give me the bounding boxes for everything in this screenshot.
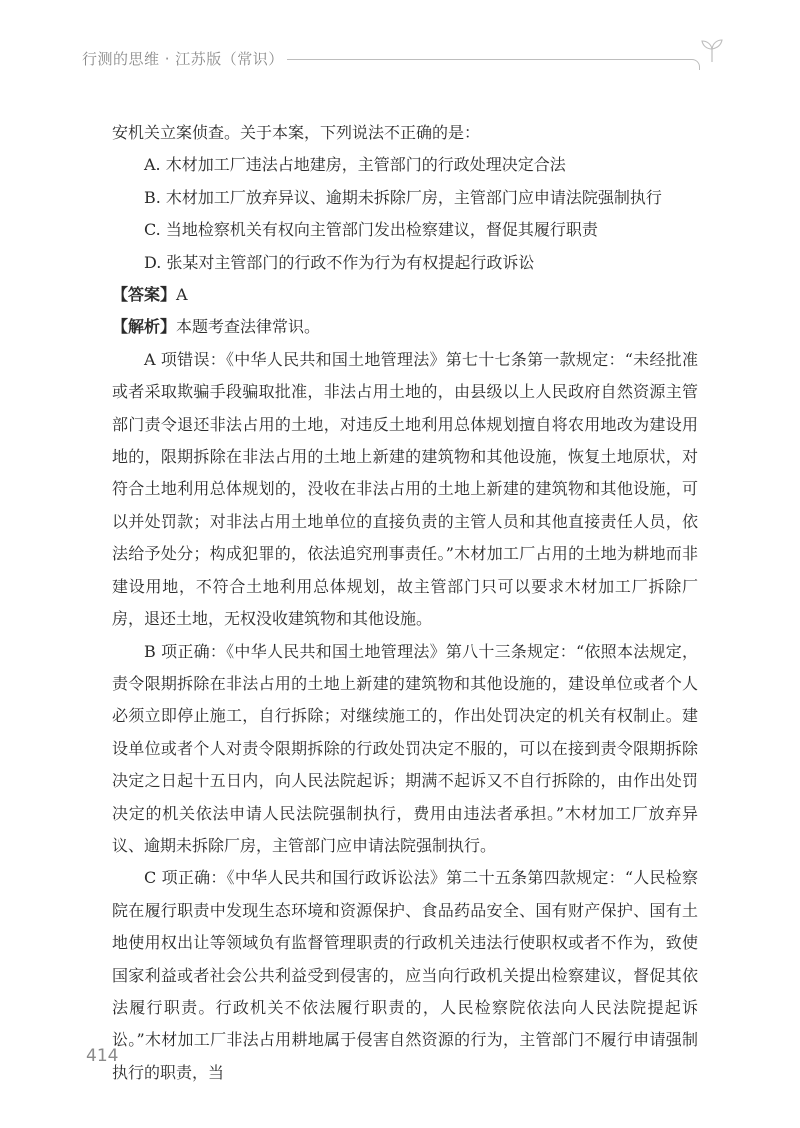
answer-label: 【答案】 [112, 285, 177, 305]
analysis-label: 【解析】 [112, 317, 177, 337]
book-title: 行测的思维 · 江苏版（常识） [82, 50, 284, 68]
answer-value: A [176, 285, 188, 305]
analysis-line [112, 311, 698, 343]
running-header [82, 40, 722, 76]
header-rule [287, 59, 685, 60]
option-a: A. 木材加工厂违法占地建房，主管部门的行政处理决定合法 [144, 155, 566, 175]
explanation-a: A 项错误：《中华人民共和国土地管理法》第七十七条第一款规定：“未经批准或者采取欺骗手段骗取批准，非法占用土地的，由县级以上人民政府自然资源主管部门责令退还非法占用的土地，对违反土地利用总体规划擅自将农用地改为建设用地的，限期拆除在非法占用的土地上新建的建筑物和其他设施，恢复土地原状，对符合土地利用总体规划的，没收在非法占用的土地上新建的建筑物和其他设施，可以并处罚款；对非法占用土地单位的直接负责的主管人员和其他直接责任人员，依法给予处分；构成犯罪的，依法追究刑事责任。”木材加工厂占用的土地为耕地而非建设用地，不符合土地利用总体规划，故主管部门只可以要求木材加工厂拆除厂房，退还土地，无权没收建筑物和其他设施。 [112, 349, 698, 629]
answer-line [112, 279, 698, 311]
option-c: C. 当地检察机关有权向主管部门发出检察建议，督促其履行职责 [144, 220, 598, 240]
option-d: D. 张某对主管部门的行政不作为行为有权提起行政诉讼 [144, 252, 535, 272]
analysis-value: 本题考查法律常识。 [176, 317, 321, 337]
explanation-c: C 项正确：《中华人民共和国行政诉讼法》第二十五条第四款规定：“人民检察院在履行职责中发现生态环境和资源保护、食品药品安全、国有财产保护、国有土地使用权出让等领域负有监督管理职责的行政机关违法行使职权或者不作为，致使国家利益或者社会公共利益受到侵害的，应当向行政机关提出检察建议，督促其依法履行职责。行政机关不依法履行职责的，人民检察院依法向人民法院提起诉讼。”木材加工厂非法占用耕地属于侵害自然资源的行为，主管部门不履行申请强制执行的职责，当 [112, 868, 698, 1082]
page-body [112, 117, 698, 1089]
explanation-b: B 项正确：《中华人民共和国土地管理法》第八十三条规定：“依照本法规定，责令限期拆除在非法占用的土地上新建的建筑物和其他设施的，建设单位或者个人必须立即停止施工，自行拆除；对继续施工的，作出处罚决定的机关有权制止。建设单位或者个人对责令限期拆除的行政处罚决定不服的，可以在接到责令限期拆除决定之日起十五日内，向人民法院起诉；期满不起诉又不自行拆除的，由作出处罚决定的机关依法申请人民法院强制执行，费用由违法者承担。”木材加工厂放弃异议、逾期未拆除厂房，主管部门应申请法院强制执行。 [112, 641, 698, 855]
sprout-icon [697, 36, 727, 66]
question-lead: 安机关立案侦查。关于本案，下列说法不正确的是： [112, 123, 481, 142]
option-b: B. 木材加工厂放弃异议、逾期未拆除厂房，主管部门应申请法院强制执行 [144, 187, 662, 207]
page-number: 414 [86, 1046, 119, 1066]
